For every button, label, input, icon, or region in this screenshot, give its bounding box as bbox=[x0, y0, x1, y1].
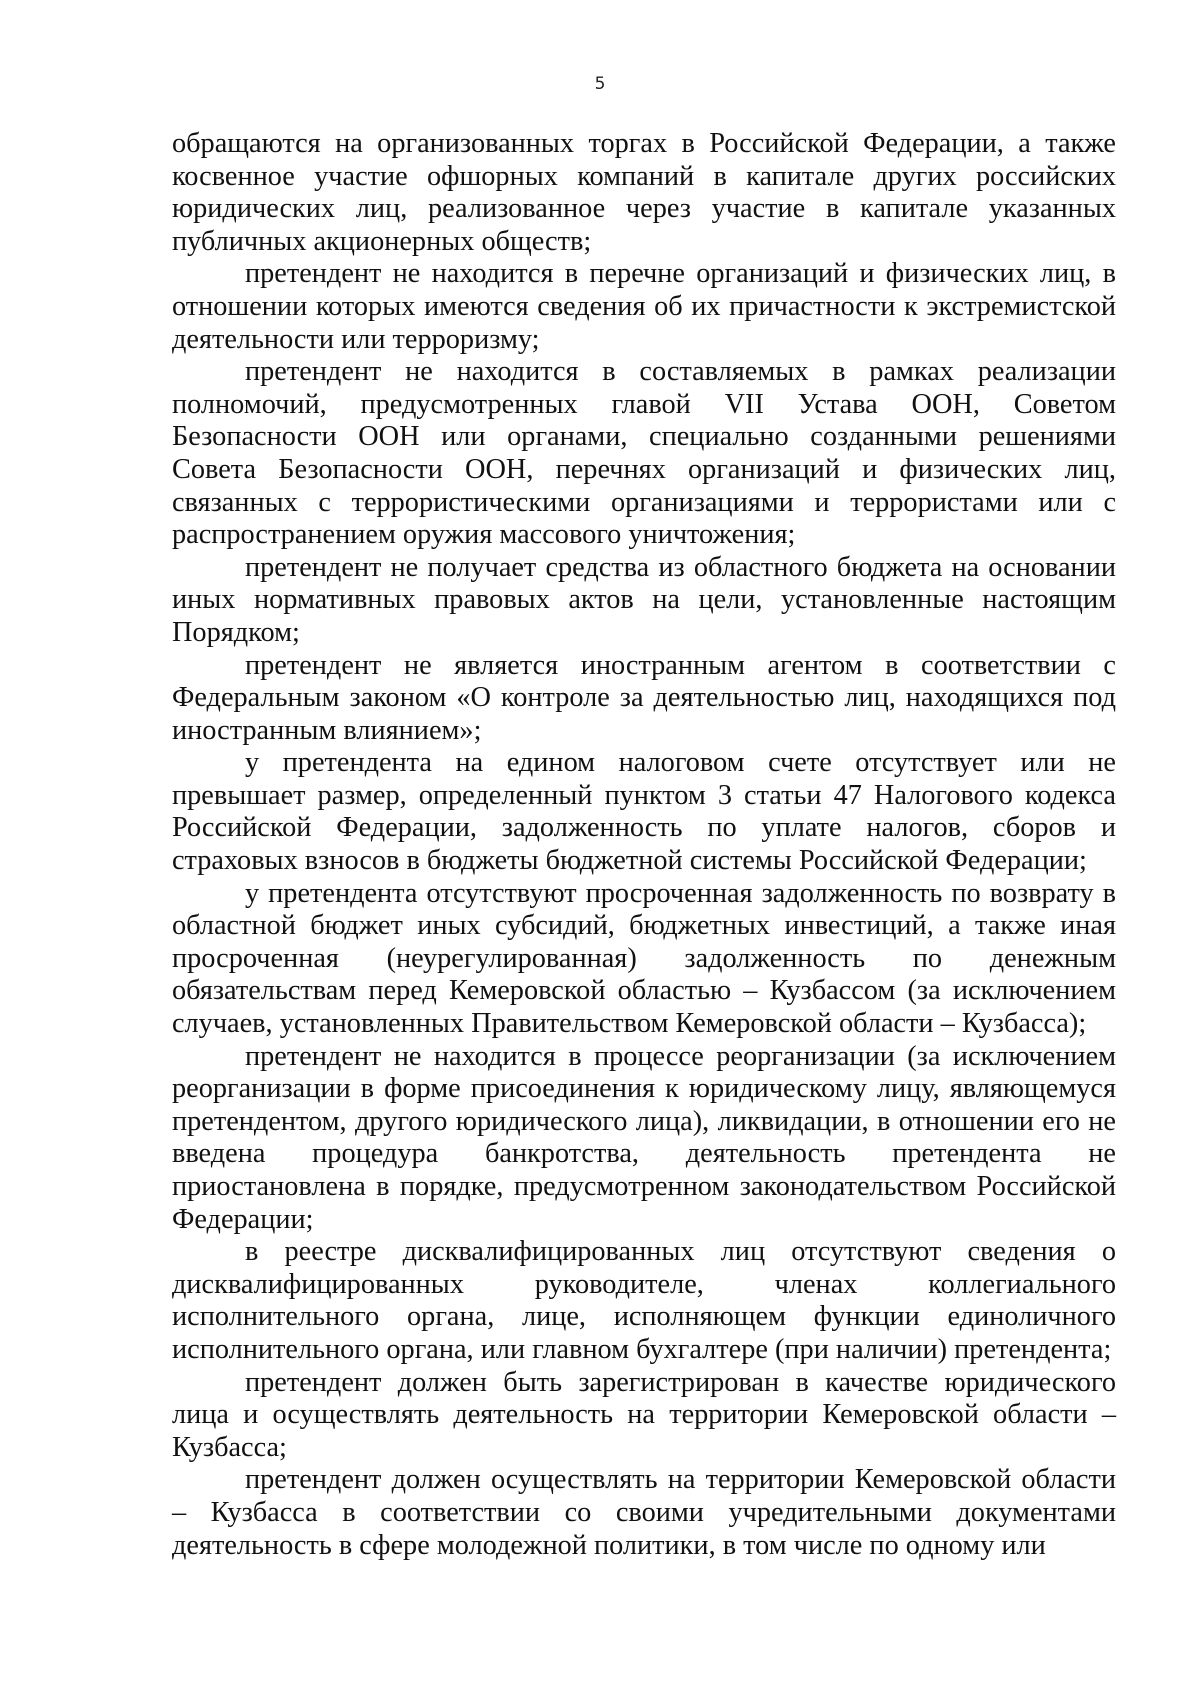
paragraph-continuation: обращаются на организованных торгах в Российской Федерации, а также косвенное участие офшорных компаний в капитале других российских юридических лиц, реализованное через участие в капитале указанных публичных акционерных обществ; bbox=[172, 128, 1116, 257]
paragraph-regional-budget-funds: претендент не получает средства из областного бюджета на основании иных нормативных правовых актов на цели, установленные настоящим Порядком; bbox=[172, 551, 1116, 648]
document-body bbox=[172, 128, 1116, 1562]
paragraph-youth-policy: претендент должен осуществлять на территории Кемеровской области – Кузбасса в соответствии со своими учредительными документами деятельность в сфере молодежной политики, в том числе по одному или bbox=[172, 1464, 1116, 1561]
paragraph-un-security-council: претендент не находится в составляемых в рамках реализации полномочий, предусмотренных главой VII Устава ООН, Советом Безопасности ООН или органами, специально созданными решениями Совета Безопасности ООН, перечнях организаций и физических лиц, связанных с террористическими организациями и террористами или с распространением оружия массового уничтожения; bbox=[172, 356, 1116, 551]
page-number: 5 bbox=[594, 74, 606, 94]
paragraph-tax-account: у претендента на едином налоговом счете отсутствует или не превышает размер, определенный пунктом 3 статьи 47 Налогового кодекса Российской Федерации, задолженность по уплате налогов, сборов и страховых взносов в бюджеты бюджетной системы Российской Федерации; bbox=[172, 747, 1116, 877]
paragraph-overdue-debt: у претендента отсутствуют просроченная задолженность по возврату в областной бюджет иных субсидий, бюджетных инвестиций, а также иная просроченная (неурегулированная) задолженность по денежным обязательствам перед Кемеровской областью – Кузбассом (за исключением случаев, установленных Правительством Кемеровской области – Кузбасса); bbox=[172, 877, 1116, 1040]
paragraph-disqualified-persons: в реестре дисквалифицированных лиц отсутствуют сведения о дисквалифицированных руководителе, членах коллегиального исполнительного органа, лице, исполняющем функции единоличного исполнительного органа, или главном бухгалтере (при наличии) претендента; bbox=[172, 1236, 1116, 1365]
paragraph-foreign-agent: претендент не является иностранным агентом в соответствии с Федеральным законом «О контроле за деятельностью лиц, находящихся под иностранным влиянием»; bbox=[172, 649, 1116, 746]
paragraph-reorganization: претендент не находится в процессе реорганизации (за исключением реорганизации в форме присоединения к юридическому лицу, являющемуся претендентом, другого юридического лица), ликвидации, в отношении его не введена процедура банкротства, деятельность претендента не приостановлена в порядке, предусмотренном законодательством Российской Федерации; bbox=[172, 1040, 1116, 1235]
paragraph-extremism-list: претендент не находится в перечне организаций и физических лиц, в отношении которых имеются сведения об их причастности к экстремистской деятельности или терроризму; bbox=[172, 258, 1116, 355]
paragraph-registration: претендент должен быть зарегистрирован в качестве юридического лица и осуществлять деятельность на территории Кемеровской области – Кузбасса; bbox=[172, 1366, 1116, 1463]
